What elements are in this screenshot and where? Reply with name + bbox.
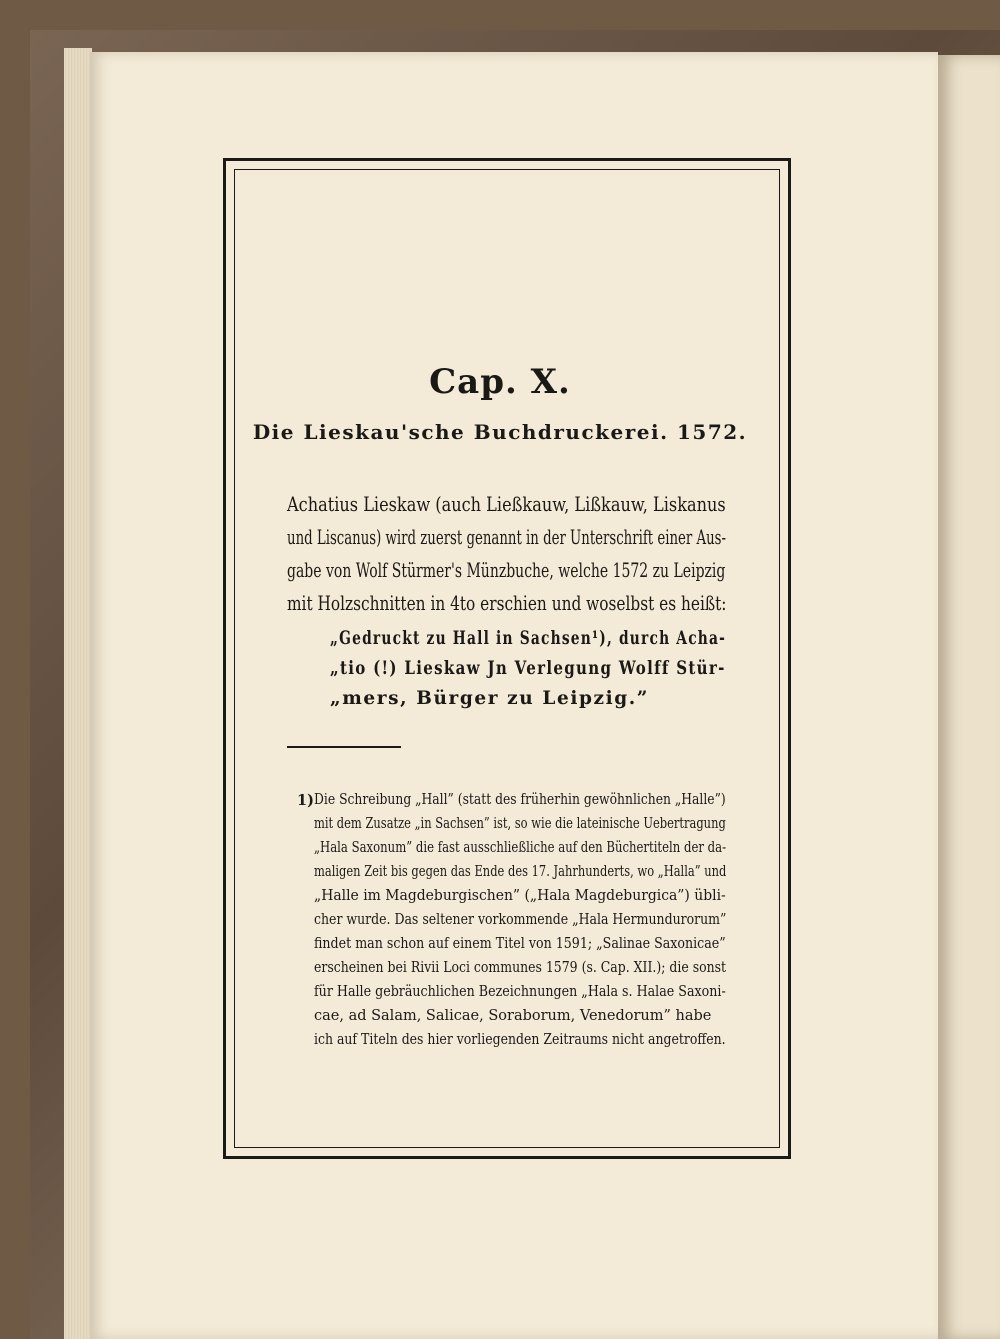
- quote-line: „mers, Bürger zu Leipzig.”: [330, 688, 650, 709]
- footnote-line: „Halle im Magdeburgischen” („Hala Magdeburgica”) übli-: [314, 888, 726, 904]
- footnote-line: erscheinen bei Rivii Loci communes 1579 (s. Cap. XII.); die sonst: [314, 960, 727, 976]
- footnote-separator: [287, 746, 401, 748]
- footnote-line: „Hala Saxonum” die fast ausschließliche auf den Büchertiteln der da-: [314, 840, 727, 856]
- footnote-line: Die Schreibung „Hall” (statt des früherhin gewöhnlichen „Halle”): [314, 792, 726, 808]
- footnote-line: cae, ad Salam, Salicae, Soraborum, Venedorum” habe: [314, 1008, 712, 1024]
- footnote-line: findet man schon auf einem Titel von 1591; „Salinae Saxonicae”: [314, 936, 726, 952]
- footnote-line: mit dem Zusatze „in Sachsen” ist, so wie die lateinische Uebertragung: [314, 816, 726, 832]
- body-line: und Liscanus) wird zuerst genannt in der Unterschrift einer Aus-: [287, 526, 726, 549]
- footnote-line: für Halle gebräuchlichen Bezeichnungen „Hala s. Halae Saxoni-: [314, 984, 726, 1000]
- chapter-heading: Cap. X.: [429, 362, 571, 402]
- footnote-line: maligen Zeit bis gegen das Ende des 17. Jahrhunderts, wo „Halla” und: [314, 864, 727, 880]
- body-line: mit Holzschnitten in 4to erschien und woselbst es heißt:: [287, 592, 727, 615]
- chapter-subtitle: Die Lieskau'sche Buchdruckerei. 1572.: [252, 420, 748, 444]
- quote-line: „tio (!) Lieskaw Jn Verlegung Wolff Stür-: [330, 658, 726, 679]
- footnote-line: ich auf Titeln des hier vorliegenden Zeitraums nicht angetroffen.: [314, 1032, 726, 1048]
- footnote-number: 1): [297, 792, 314, 809]
- footnote-line: cher wurde. Das seltener vorkommende „Hala Hermundurorum”: [314, 912, 727, 928]
- quote-line: „Gedruckt zu Hall in Sachsen¹), durch Acha-: [330, 628, 727, 649]
- body-line: gabe von Wolf Stürmer's Münzbuche, welche 1572 zu Leipzig: [287, 559, 726, 582]
- body-line: Achatius Lieskaw (auch Ließkauw, Lißkauw, Liskanus: [287, 493, 726, 516]
